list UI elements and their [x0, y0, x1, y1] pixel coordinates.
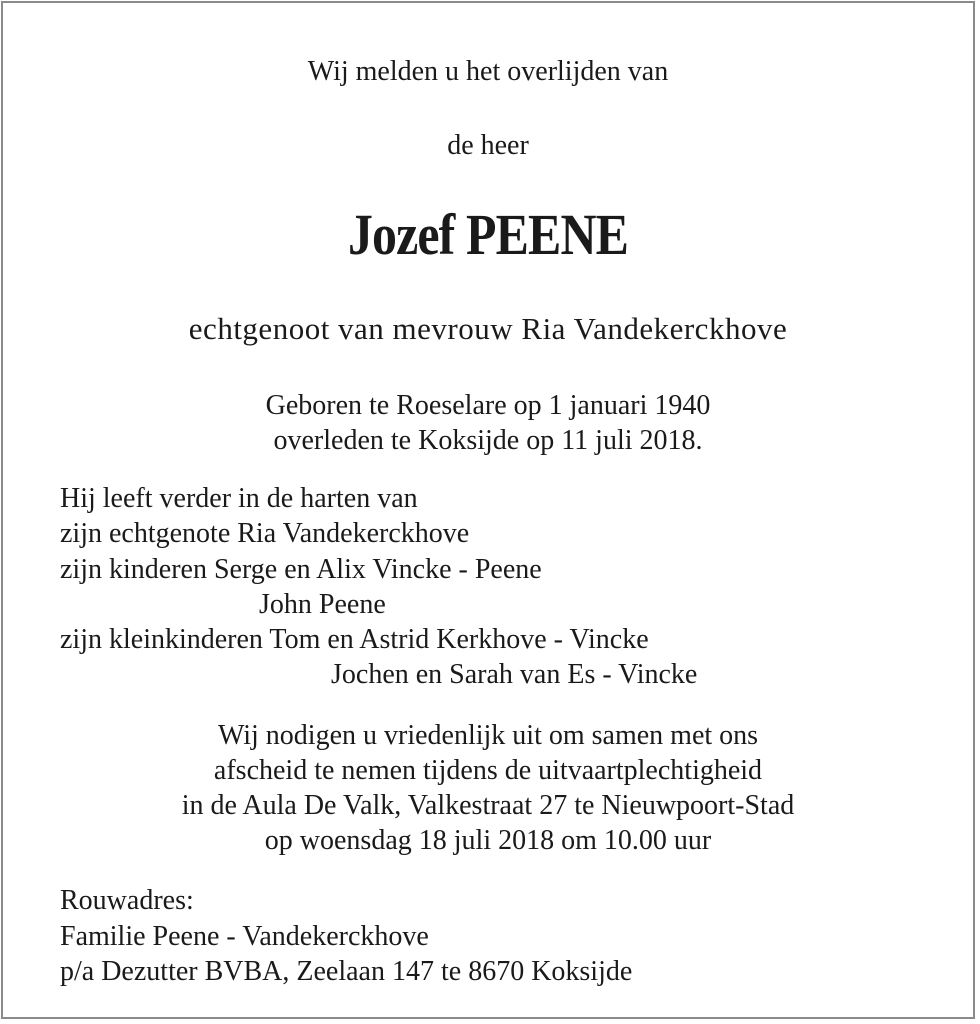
deceased-name: Jozef PEENE: [347, 202, 629, 267]
intro-text: Wij melden u het overlijden van: [307, 56, 669, 87]
birth-line: Geboren te Roeselare op 1 januari 1940: [265, 390, 711, 421]
spouse-line: echtgenoot van mevrouw Ria Vandekerckhove: [188, 311, 788, 346]
invitation-line-3: in de Aula De Valk, Valkestraat 27 te Nieuwpoort-Stad: [181, 790, 795, 821]
family-intro: Hij leeft verder in de harten van: [60, 483, 418, 514]
invitation-line-1: Wij nodigen u vriedenlijk uit om samen met ons: [217, 720, 759, 751]
invitation-line-2: afscheid te nemen tijdens de uitvaartplechtigheid: [213, 755, 763, 786]
family-line-children: zijn kinderen Serge en Alix Vincke - Peene: [60, 554, 542, 585]
family-line-spouse: zijn echtgenote Ria Vandekerckhove: [60, 518, 470, 549]
invitation-line-4: op woensdag 18 juli 2018 om 10.00 uur: [264, 825, 712, 856]
address-line-2: p/a Dezutter BVBA, Zeelaan 147 te 8670 Koksijde: [60, 956, 633, 987]
family-line-grandchildren-2: Jochen en Sarah van Es - Vincke: [331, 659, 698, 690]
family-line-child-2: John Peene: [259, 589, 386, 620]
title-prefix: de heer: [447, 130, 529, 161]
address-label: Rouwadres:: [60, 885, 194, 916]
address-line-1: Familie Peene - Vandekerckhove: [60, 921, 429, 952]
death-line: overleden te Koksijde op 11 juli 2018.: [273, 425, 703, 456]
family-line-grandchildren: zijn kleinkinderen Tom en Astrid Kerkhove - Vincke: [60, 624, 649, 655]
